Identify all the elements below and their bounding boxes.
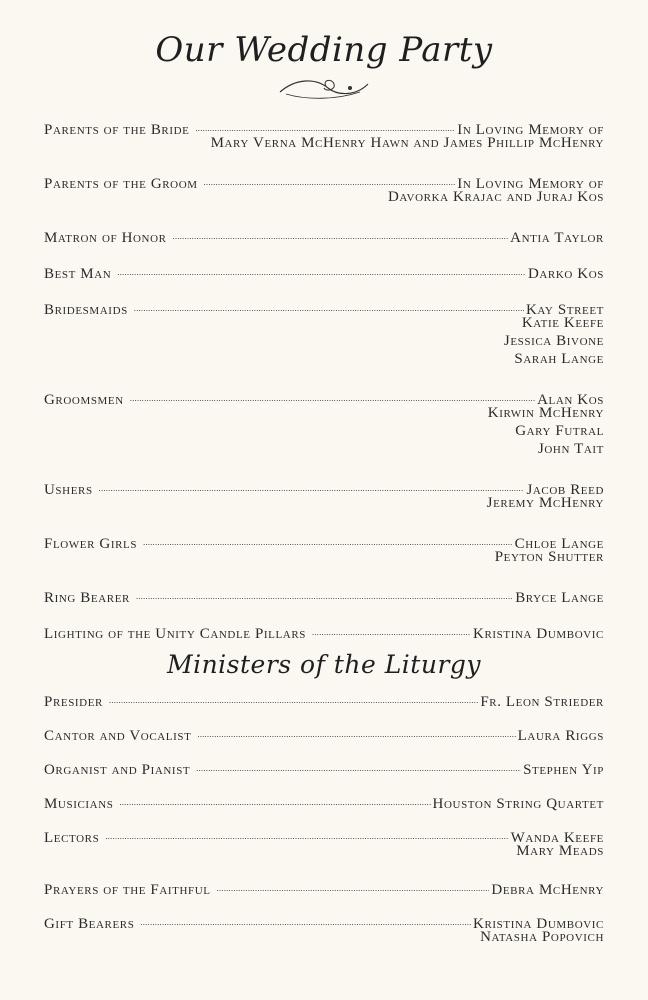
section-title-ministers: Ministers of the Liturgy xyxy=(166,650,482,679)
person-name: Kristina Dumbovic xyxy=(473,916,604,932)
flourish-ornament-icon xyxy=(276,72,376,102)
person-name: John Tait xyxy=(537,441,604,457)
person-name: Davorka Krajac and Juraj Kos xyxy=(387,189,604,205)
entry-prayers xyxy=(44,876,604,898)
dot-leader xyxy=(130,386,535,404)
dot-leader xyxy=(196,756,521,774)
person-name: Fr. Leon Strieder xyxy=(480,694,604,710)
role-label: Parents of the Bride xyxy=(44,122,190,138)
person-name: Jacob Reed xyxy=(526,482,604,498)
entry-ushers xyxy=(44,476,604,512)
role-label: Groomsmen xyxy=(44,392,124,408)
dot-leader xyxy=(204,170,456,188)
dot-leader xyxy=(143,530,513,548)
role-label: Lighting of the Unity Candle Pillars xyxy=(44,626,306,642)
role-label: Matron of Honor xyxy=(44,230,167,246)
person-name: Sarah Lange xyxy=(514,351,604,367)
role-label: Cantor and Vocalist xyxy=(44,728,192,744)
person-name: Peyton Shutter xyxy=(494,549,604,565)
role-label: Ring Bearer xyxy=(44,590,130,606)
entry-matron-of-honor xyxy=(44,224,604,246)
person-name: Laura Riggs xyxy=(517,728,604,744)
role-label: Gift Bearers xyxy=(44,916,135,932)
person-name: Wanda Keefe xyxy=(510,830,604,846)
person-name: Kirwin McHenry xyxy=(487,405,604,421)
role-label: Lectors xyxy=(44,830,100,846)
dot-leader xyxy=(109,688,478,706)
dot-leader xyxy=(217,876,490,894)
person-name: Mary Verna McHenry Hawn and James Phillip McHenry xyxy=(210,135,604,151)
entry-unity-candle xyxy=(44,620,604,642)
role-label: Organist and Pianist xyxy=(44,762,191,778)
person-name: Antia Taylor xyxy=(510,230,604,246)
dot-leader xyxy=(136,584,513,602)
entry-parents-of-the-bride xyxy=(44,116,604,152)
dot-leader xyxy=(117,260,526,278)
person-name: In Loving Memory of xyxy=(457,122,604,138)
role-label: Ushers xyxy=(44,482,93,498)
dot-leader xyxy=(105,824,508,842)
person-name: Katie Keefe xyxy=(521,315,604,331)
dot-leader xyxy=(140,910,471,928)
entry-bridesmaids xyxy=(44,296,604,368)
person-name: Natasha Popovich xyxy=(480,929,604,945)
role-label: Flower Girls xyxy=(44,536,138,552)
person-name: Jessica Bivone xyxy=(503,333,604,349)
entry-organist xyxy=(44,756,604,778)
page-title: Our Wedding Party xyxy=(155,30,493,70)
person-name: Gary Futral xyxy=(515,423,604,439)
person-name: Kristina Dumbovic xyxy=(473,626,604,642)
dot-leader xyxy=(312,620,471,638)
dot-leader xyxy=(99,476,525,494)
role-label: Bridesmaids xyxy=(44,302,128,318)
person-name: Bryce Lange xyxy=(515,590,604,606)
person-name: Darko Kos xyxy=(527,266,604,282)
entry-groomsmen xyxy=(44,386,604,458)
dot-leader xyxy=(134,296,524,314)
role-label: Best Man xyxy=(44,266,112,282)
role-label: Parents of the Groom xyxy=(44,176,198,192)
entry-musicians xyxy=(44,790,604,812)
entry-best-man xyxy=(44,260,604,282)
person-name: Houston String Quartet xyxy=(432,796,604,812)
person-name: Jeremy McHenry xyxy=(486,495,604,511)
entry-gift-bearers xyxy=(44,910,604,946)
dot-leader xyxy=(196,116,456,134)
wedding-party-list xyxy=(44,116,604,656)
person-name: Mary Meads xyxy=(516,843,604,859)
person-name: Kay Street xyxy=(525,302,604,318)
dot-leader xyxy=(197,722,515,740)
person-name: Debra McHenry xyxy=(491,882,604,898)
ministers-list xyxy=(44,688,604,962)
person-name: Alan Kos xyxy=(537,392,604,408)
role-label: Presider xyxy=(44,694,103,710)
entry-presider xyxy=(44,688,604,710)
role-label: Prayers of the Faithful xyxy=(44,882,211,898)
person-name: Stephen Yip xyxy=(523,762,604,778)
role-label: Musicians xyxy=(44,796,114,812)
person-name: Chloe Lange xyxy=(514,536,604,552)
dot-leader xyxy=(119,790,430,808)
entry-flower-girls xyxy=(44,530,604,566)
person-name: In Loving Memory of xyxy=(457,176,604,192)
entry-lectors xyxy=(44,824,604,860)
dot-leader xyxy=(173,224,509,242)
entry-cantor xyxy=(44,722,604,744)
entry-ring-bearer xyxy=(44,584,604,606)
entry-parents-of-the-groom xyxy=(44,170,604,206)
